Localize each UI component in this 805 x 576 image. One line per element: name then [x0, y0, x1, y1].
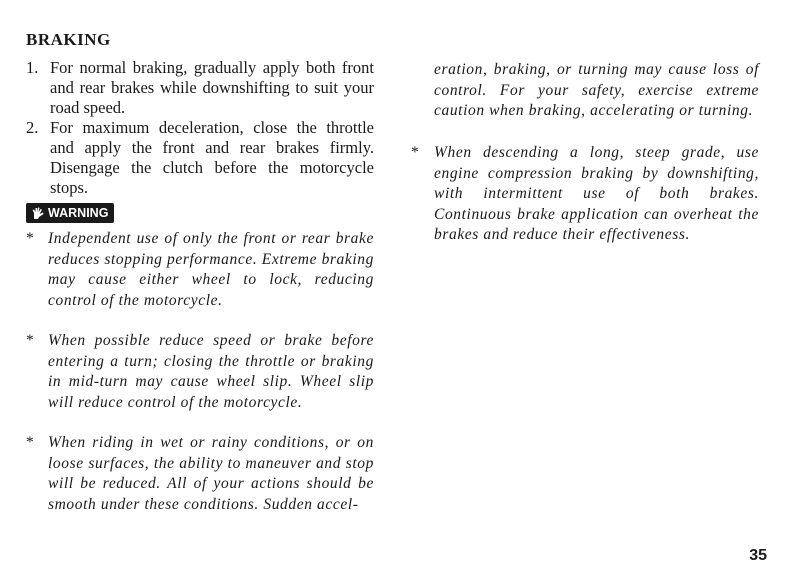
warning-item [26, 433, 374, 515]
step-number: 1. [26, 58, 39, 77]
warning-text: When riding in wet or rainy conditions, or on loose surfaces, the ability to maneuver and stop will be reduced. All of your actions should be smooth under these conditions. Sudden accel- [48, 434, 374, 513]
warning-label: WARNING [48, 206, 109, 220]
warning-item [411, 143, 759, 246]
warning-item [26, 229, 374, 311]
step-text: For maximum deceleration, close the throttle and apply the front and rear brakes firmly. Disengage the clutch before the motorcycle stops. [50, 118, 374, 197]
hand-icon [31, 207, 45, 220]
step-number: 2. [26, 118, 39, 137]
bullet-marker: * [26, 332, 34, 349]
bullet-marker: * [26, 434, 34, 451]
bullet-marker: * [26, 230, 34, 247]
step-text: For normal braking, gradually apply both front and rear brakes while downshifting to suit your road speed. [50, 58, 374, 117]
section-heading: BRAKING [26, 30, 111, 49]
numbered-step [26, 58, 374, 118]
warning-text: When descending a long, steep grade, use engine compression braking by downshifting, with intermittent use of both brakes. Continuous brake application can overheat the brakes and reduce their effectiveness. [434, 144, 759, 243]
warning-continuation: eration, braking, or turning may cause loss of control. For your safety, exercise extreme caution when braking, accelerating or turning. [434, 61, 759, 119]
warning-badge [26, 203, 114, 223]
warning-item [26, 331, 374, 413]
page-number: 35 [749, 547, 767, 564]
numbered-step [26, 118, 374, 198]
bullet-marker: * [411, 144, 419, 161]
warning-text: Independent use of only the front or rear brake reduces stopping performance. Extreme braking may cause either wheel to lock, reducing control of the motorcycle. [48, 230, 374, 309]
warning-text: When possible reduce speed or brake before entering a turn; closing the throttle or braking in mid-turn may cause wheel slip. Wheel slip will reduce control of the motorcycle. [48, 332, 374, 411]
